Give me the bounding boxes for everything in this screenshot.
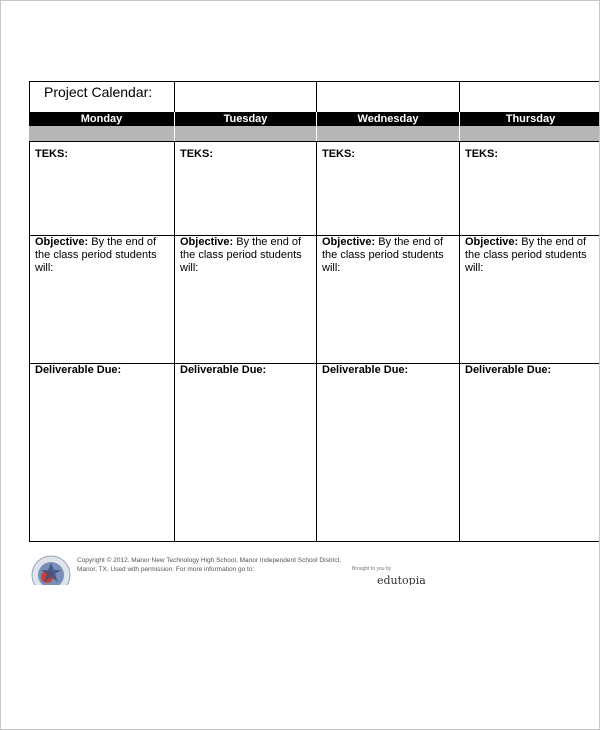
objective-cell-tuesday: Objective: By the end of the class period students will:: [180, 236, 302, 274]
grid-line: [316, 81, 317, 542]
day-header-tuesday: Tuesday: [223, 113, 268, 125]
document-footer: [29, 553, 600, 585]
teks-cell-thursday: TEKS:: [465, 148, 498, 160]
grid-line: [316, 126, 317, 141]
teks-cell-tuesday: TEKS:: [180, 148, 213, 160]
deliverable-cell-tuesday: Deliverable Due:: [180, 364, 267, 376]
edutopia-logo: edutopia: [377, 574, 426, 585]
deliverable-cell-monday: Deliverable Due:: [35, 364, 122, 376]
grid-line: [29, 541, 600, 542]
grid-line: [459, 126, 460, 141]
day-header-wednesday: Wednesday: [357, 113, 419, 125]
grid-line: [29, 81, 30, 542]
calendar-title: Project Calendar:: [44, 84, 153, 100]
objective-cell-monday: Objective: By the end of the class period students will:: [35, 236, 157, 274]
day-header-monday: Monday: [80, 113, 123, 125]
grid-line: [459, 112, 460, 126]
project-calendar-table: [29, 81, 600, 542]
objective-cell-wednesday: Objective: By the end of the class period students will:: [322, 236, 444, 274]
grid-line: [29, 141, 600, 142]
copyright-notice: Copyright © 2012. Manor New Technology High School, Manor Independent School District, Manor, TX. Used with permission. For more information go to:: [77, 557, 342, 573]
gray-spacer-row: [29, 126, 600, 141]
day-header-thursday: Thursday: [505, 113, 556, 125]
grid-line: [316, 112, 317, 126]
deliverable-cell-wednesday: Deliverable Due:: [322, 364, 409, 376]
school-seal-icon: [31, 555, 71, 585]
grid-line: [29, 81, 600, 82]
grid-line: [174, 81, 175, 542]
teks-cell-wednesday: TEKS:: [322, 148, 355, 160]
grid-line: [459, 81, 460, 542]
brought-by-label: Brought to you by: [352, 566, 392, 572]
objective-cell-thursday: Objective: By the end of the class period students will:: [465, 236, 587, 274]
deliverable-cell-thursday: Deliverable Due:: [465, 364, 552, 376]
teks-cell-monday: TEKS:: [35, 148, 68, 160]
grid-line: [174, 112, 175, 126]
grid-line: [174, 126, 175, 141]
